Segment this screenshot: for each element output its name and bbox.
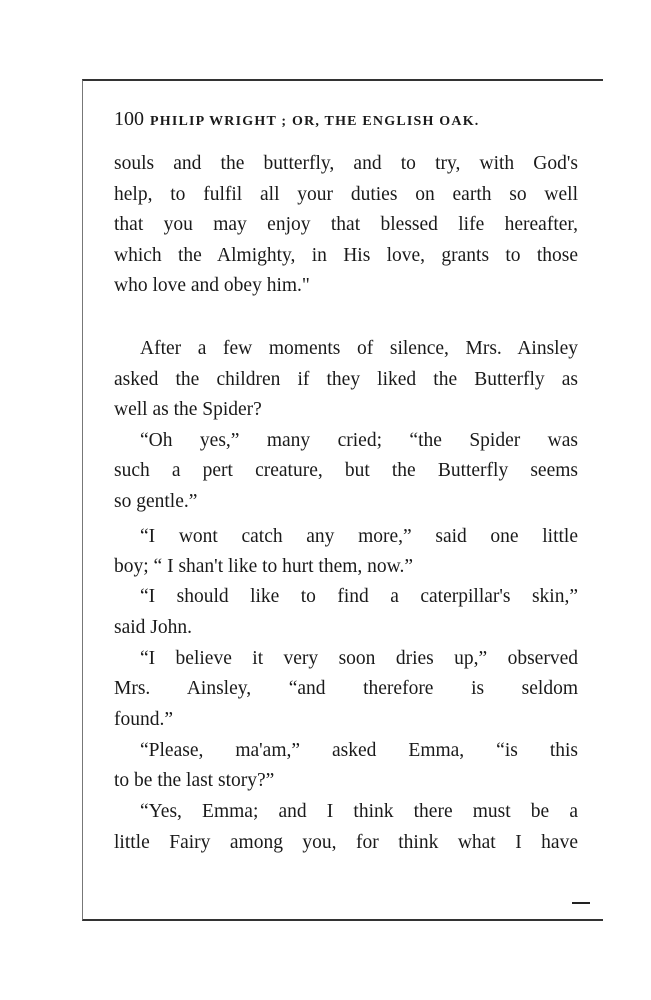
running-title: PHILIP WRIGHT ; OR, THE ENGLISH OAK. — [150, 114, 480, 129]
text-line: little Fairy among you, for think what I have — [114, 832, 578, 853]
text-line: “Oh yes,” many cried; “the Spider was — [140, 430, 578, 451]
text-line: “I should like to find a caterpillar's skin,” — [140, 586, 578, 607]
text-line: such a pert creature, but the Butterfly seems — [114, 460, 578, 481]
text-line: asked the children if they liked the Butterfly as — [114, 369, 578, 390]
text-line: “Please, ma'am,” asked Emma, “is this — [140, 740, 578, 761]
text-line: which the Almighty, in His love, grants to those — [114, 245, 578, 266]
text-line: After a few moments of silence, Mrs. Ainsley — [140, 338, 578, 359]
text-line: souls and the butterfly, and to try, with God's — [114, 153, 578, 174]
text-line: boy; “ I shan't like to hurt them, now.” — [114, 556, 414, 577]
text-line: well as the Spider? — [114, 399, 262, 420]
page-number: 100 — [114, 108, 144, 130]
text-line: “I wont catch any more,” said one little — [140, 526, 578, 547]
text-line: who love and obey him." — [114, 275, 310, 296]
text-line: so gentle.” — [114, 491, 198, 512]
text-line: that you may enjoy that blessed life hereafter, — [114, 214, 578, 235]
text-line: to be the last story?” — [114, 770, 275, 791]
text-line: help, to fulfil all your duties on earth so well — [114, 184, 578, 205]
running-header — [114, 108, 578, 131]
printer-mark — [572, 902, 590, 904]
text-line: found.” — [114, 709, 174, 730]
text-line: “Yes, Emma; and I think there must be a — [140, 801, 578, 822]
text-line: “I believe it very soon dries up,” observed — [140, 648, 578, 669]
text-line: said John. — [114, 617, 192, 638]
text-line: Mrs. Ainsley, “and therefore is seldom — [114, 678, 578, 699]
